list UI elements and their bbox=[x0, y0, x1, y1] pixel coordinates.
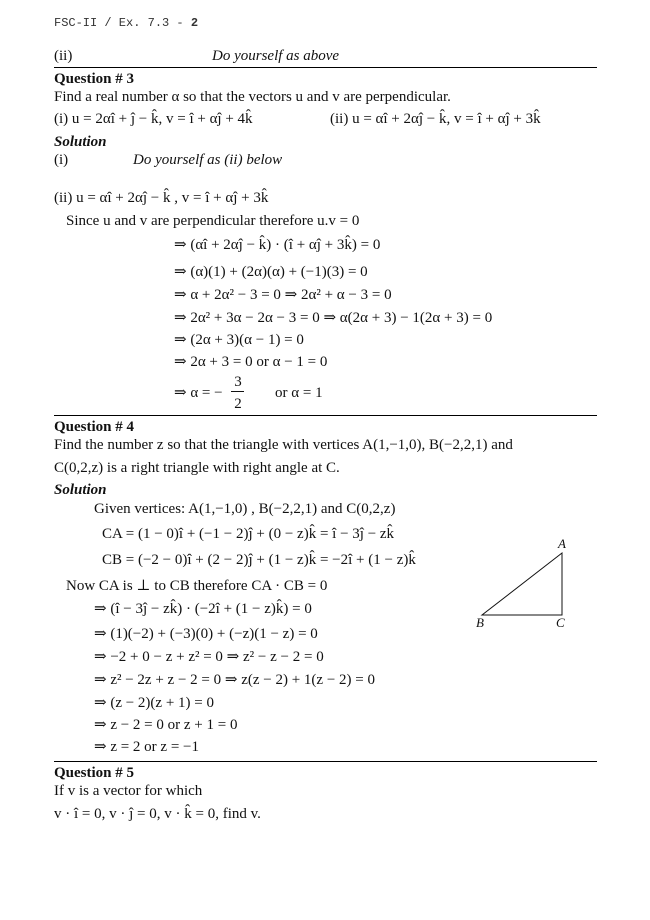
q3-title: Question # 3 bbox=[54, 71, 135, 87]
q4-ca: CA = (1 − 0)î + (−1 − 2)ĵ + (0 − z)k̂ = î − 3ĵ − zk̂ bbox=[102, 526, 395, 542]
q3-step: ⇒ α + 2α² − 3 = 0 ⇒ 2α² + α − 3 = 0 bbox=[174, 287, 392, 303]
q3-sol-i-label: (i) bbox=[54, 152, 69, 168]
q4-statement-2: C(0,2,z) is a right triangle with right angle at C. bbox=[54, 460, 340, 476]
q4-title: Question # 4 bbox=[54, 419, 135, 435]
q3-sol-ii: (ii) u = αî + 2αĵ − k̂ , v = î + αĵ + 3k̂ bbox=[54, 190, 269, 206]
q3-step: ⇒ (2α + 3)(α − 1) = 0 bbox=[174, 332, 304, 348]
q4-step: ⇒ z − 2 = 0 or z + 1 = 0 bbox=[94, 717, 238, 733]
q3-step: ⇒ 2α + 3 = 0 or α − 1 = 0 bbox=[174, 354, 328, 370]
q5-title: Question # 5 bbox=[54, 765, 135, 781]
q3-step: ⇒ 2α² + 3α − 2α − 3 = 0 ⇒ α(2α + 3) − 1(2α + 3) = 0 bbox=[174, 310, 493, 326]
q5-statement: If v is a vector for which bbox=[54, 783, 203, 799]
header-text: FSC-II / Ex. 7.3 - bbox=[54, 16, 191, 30]
page-number: 2 bbox=[190, 16, 199, 30]
vertex-label-b: B bbox=[476, 615, 484, 630]
q4-given: Given vertices: A(1,−1,0) , B(−2,2,1) and C(0,2,z) bbox=[94, 501, 396, 517]
q4-now: Now CA is ⊥ to CB therefore CA · CB = 0 bbox=[66, 578, 328, 594]
q3-step: ⇒ (αî + 2αĵ − k̂) · (î + αĵ + 3k̂) = 0 bbox=[174, 237, 381, 253]
q4-solution-label: Solution bbox=[54, 482, 107, 498]
q4-step: ⇒ (1)(−2) + (−3)(0) + (−z)(1 − z) = 0 bbox=[94, 626, 318, 642]
q3-final-denominator: 2 bbox=[234, 396, 242, 412]
q3-statement: Find a real number α so that the vectors u and v are perpendicular. bbox=[54, 89, 451, 105]
q4-step: ⇒ −2 + 0 − z + z² = 0 ⇒ z² − z − 2 = 0 bbox=[94, 649, 324, 665]
triangle-shape bbox=[482, 553, 562, 615]
q3-part-i: (i) u = 2αî + ĵ − k̂, v = î + αĵ + 4k̂ bbox=[54, 111, 253, 127]
divider bbox=[54, 761, 597, 762]
vertex-label-a: A bbox=[558, 536, 566, 551]
q4-step: ⇒ z = 2 or z = −1 bbox=[94, 739, 200, 755]
divider bbox=[54, 67, 597, 68]
fraction-bar bbox=[231, 391, 244, 392]
vertex-label-c: C bbox=[556, 615, 565, 630]
q5-conditions: v · î = 0, v · ĵ = 0, v · k̂ = 0, find v. bbox=[54, 806, 261, 822]
q3-step: ⇒ (α)(1) + (2α)(α) + (−1)(3) = 0 bbox=[174, 264, 368, 280]
q4-step: ⇒ z² − 2z + z − 2 = 0 ⇒ z(z − 2) + 1(z − 2) = 0 bbox=[94, 672, 375, 688]
q3-final-rest: or α = 1 bbox=[275, 385, 323, 401]
q3-part-ii: (ii) u = αî + 2αĵ − k̂, v = î + αĵ + 3k̂ bbox=[330, 111, 541, 127]
q4-statement-1: Find the number z so that the triangle with vertices A(1,−1,0), B(−2,2,1) and bbox=[54, 437, 513, 453]
divider bbox=[54, 415, 597, 416]
q3-final-numerator: 3 bbox=[234, 374, 242, 390]
q3-sol-i-note: Do yourself as (ii) below bbox=[133, 152, 283, 168]
q3-final-arrow: ⇒ α = − bbox=[174, 385, 223, 401]
prev-part-note: Do yourself as above bbox=[212, 48, 340, 64]
q4-cb: CB = (−2 − 0)î + (2 − 2)ĵ + (1 − z)k̂ = −2î + (1 − z)k̂ bbox=[102, 552, 416, 568]
prev-part-label: (ii) bbox=[54, 48, 73, 64]
q3-solution-label: Solution bbox=[54, 134, 107, 150]
page-header bbox=[54, 14, 198, 32]
q3-since: Since u and v are perpendicular therefore u.v = 0 bbox=[66, 213, 360, 229]
q4-step: ⇒ (z − 2)(z + 1) = 0 bbox=[94, 695, 214, 711]
q4-step: ⇒ (î − 3ĵ − zk̂) · (−2î + (1 − z)k̂) = 0 bbox=[94, 601, 312, 617]
